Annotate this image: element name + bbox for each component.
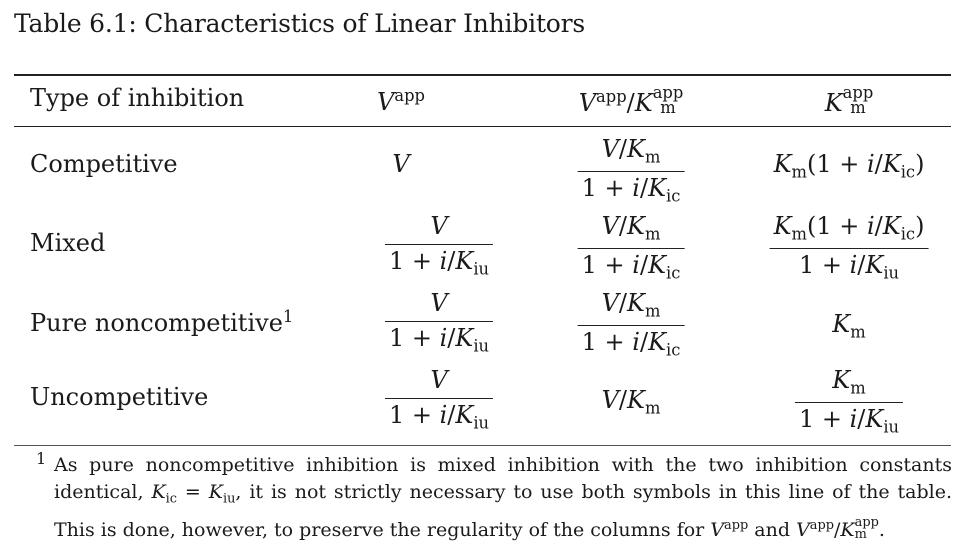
uncompetitive-vapp-over-kmapp: $V/K_m$: [601, 386, 661, 418]
competitive-vapp: V: [392, 150, 410, 178]
table-caption: Table 6.1: Characteristics of Linear Inhibitors: [14, 9, 586, 38]
competitive-vapp-over-kmapp: $V/K_m$ $1 + i/K_{ic}$: [578, 135, 685, 206]
header-type-of-inhibition: Type of inhibition: [30, 84, 245, 112]
row-label-mixed: Mixed: [30, 229, 106, 257]
mixed-vapp-over-kmapp: $V/K_m$ $1 + i/K_{ic}$: [578, 212, 685, 283]
mixed-vapp: V $1 + i/K_{iu}$: [385, 212, 493, 279]
footnote-text: As pure noncompetitive inhibition is mixed inhibition with the two inhibition constants identical, $K_{ic} = K_{iu}$, it is not strictly necessary to use both symbols in this line of the table. This is done, however, to preserve the regularity of the columns for $V^{app}$ and $V^{app}/K$ app m .: [54, 454, 953, 542]
top-rule: [14, 74, 951, 76]
bottom-rule: [14, 445, 951, 446]
pure-noncompetitive-kmapp: $K_m$: [832, 310, 866, 342]
row-label-competitive: Competitive: [30, 150, 178, 178]
row-label-uncompetitive: Uncompetitive: [30, 383, 209, 411]
mixed-kmapp: $K_m(1 + i/K_{ic})$ $1 + i/K_{iu}$: [770, 212, 929, 283]
header-vapp-over-kmapp: $V^{app}/K$ app m: [578, 83, 684, 118]
row-label-pure-noncompetitive: Pure noncompetitive$^1$: [30, 307, 294, 337]
header-vapp: $V^{app}$: [377, 86, 425, 116]
uncompetitive-kmapp: $K_m$ $1 + i/K_{iu}$: [795, 366, 903, 437]
header-rule: [14, 126, 951, 127]
uncompetitive-vapp: V $1 + i/K_{iu}$: [385, 366, 493, 433]
footnote-mark: 1: [36, 449, 47, 468]
competitive-kmapp: $K_m(1 + i/K_{ic})$: [773, 150, 925, 182]
footnote-ref: 1: [282, 307, 294, 326]
header-kmapp: K app m: [824, 83, 874, 118]
pure-noncompetitive-vapp-over-kmapp: $V/K_m$ $1 + i/K_{ic}$: [578, 289, 685, 360]
pure-noncompetitive-vapp: V $1 + i/K_{iu}$: [385, 289, 493, 356]
